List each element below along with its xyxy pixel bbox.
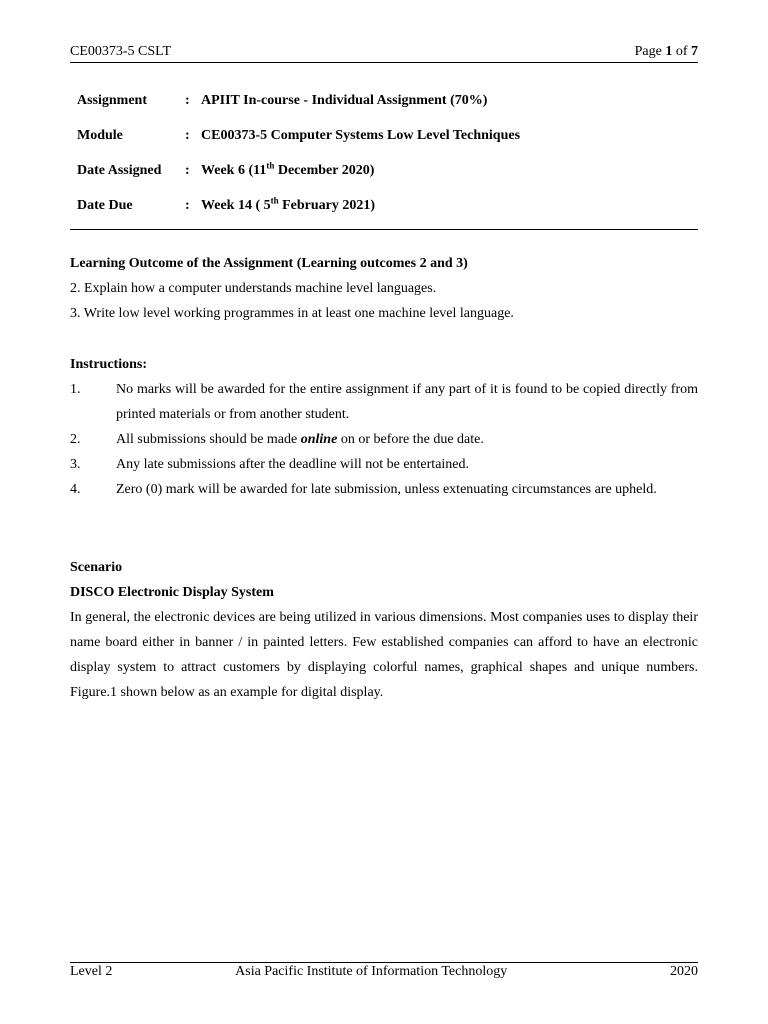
- scenario-heading: Scenario: [70, 560, 123, 575]
- meta-row-module: Module : CE00373-5 Computer Systems Low Level Techniques: [77, 127, 521, 143]
- meta-row-date-assigned: Date Assigned : Week 6 (11th December 2020): [77, 159, 375, 178]
- learning-heading: Learning Outcome of the Assignment (Learning outcomes 2 and 3): [70, 256, 468, 271]
- list-item: 4. Zero (0) mark will be awarded for late submission, unless extenuating circumstances are upheld.: [70, 482, 657, 497]
- page-number: Page 1 of 7: [634, 44, 698, 59]
- page-header: [70, 44, 698, 63]
- scenario: [70, 555, 698, 705]
- learning-outcome: 2. Explain how a computer understands machine level languages.: [70, 281, 437, 296]
- assignment-meta: [70, 83, 698, 230]
- scenario-subheading: DISCO Electronic Display System: [70, 585, 274, 600]
- list-item: 2. All submissions should be made online on or before the due date.: [70, 432, 484, 447]
- instructions-heading: Instructions:: [70, 357, 148, 372]
- page-footer: [70, 962, 698, 980]
- meta-row-date-due: Date Due : Week 14 ( 5th February 2021): [77, 194, 376, 213]
- footer-institute: Asia Pacific Institute of Information Technology: [235, 964, 508, 979]
- course-code: CE00373-5 CSLT: [70, 44, 171, 59]
- learning-outcome: 3. Write low level working programmes in at least one machine level language.: [70, 306, 514, 321]
- list-item: 1. No marks will be awarded for the entire assignment if any part of it is found to be copied directly from printed materials or from another student.: [70, 382, 698, 422]
- learning-outcomes: [70, 251, 698, 326]
- footer-year: 2020: [670, 964, 698, 979]
- scenario-paragraph: In general, the electronic devices are being utilized in various dimensions. Most companies uses to display their name board either in banner / in painted letters. Few established companies can afford to have an electronic display system to attract customers by displaying colorful names, graphical shapes and unique numbers. Figure.1 shown below as an example for digital display.: [70, 610, 698, 700]
- list-item: 3. Any late submissions after the deadline will not be entertained.: [70, 457, 470, 472]
- instructions: [70, 352, 698, 502]
- meta-row-assignment: Assignment : APIIT In-course - Individual Assignment (70%): [77, 92, 488, 108]
- footer-level: Level 2: [70, 964, 113, 979]
